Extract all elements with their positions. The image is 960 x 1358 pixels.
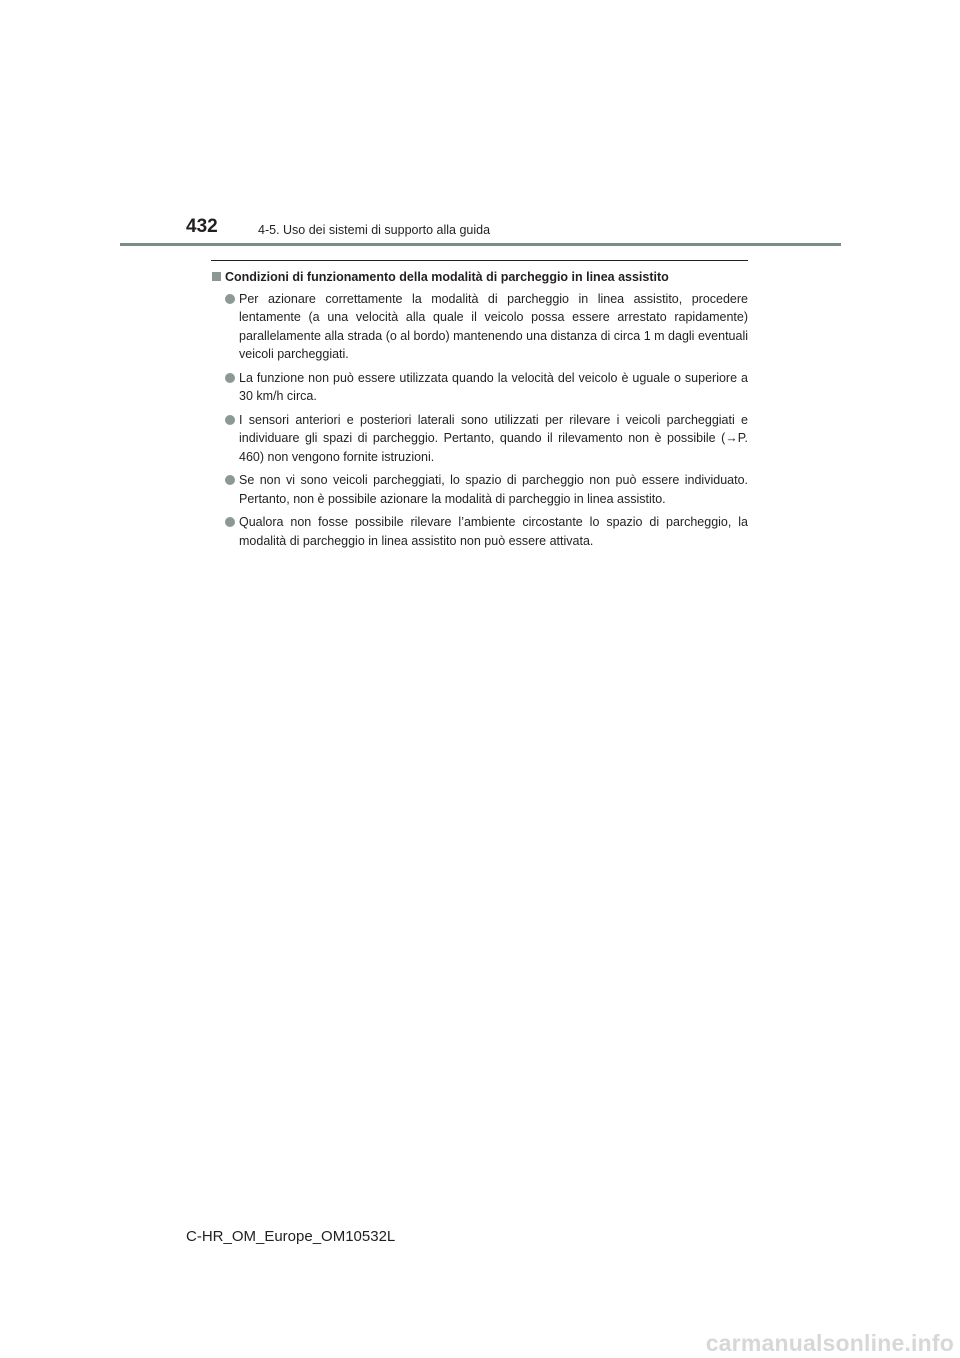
list-item-text: Qualora non fosse possibile rilevare l’ambiente circostante lo spazio di parcheggio, la modalità di parcheggio in linea assistito non può essere attivata.: [239, 515, 748, 548]
section-heading: [211, 268, 748, 287]
circle-bullet-icon: [225, 475, 235, 485]
header-rule: [120, 243, 841, 246]
list-item: [211, 290, 748, 364]
document-code: C-HR_OM_Europe_OM10532L: [186, 1228, 396, 1245]
list-item-text: I sensori anteriori e posteriori laterali sono utilizzati per rilevare i veicoli parcheggiati e individuare gli spazi di parcheggio. Pertanto, quando il rilevamento non è possibile (→P. 460) non vengono fornite istruzioni.: [239, 412, 748, 464]
list-item-text: Per azionare correttamente la modalità di parcheggio in linea assistito, procedere lentamente (a una velocità alla quale il veicolo possa essere arrestato rapidamente) parallelamente alla strada (o al bordo) mantenendo una distanza di circa 1 m dagli eventuali veicoli parcheggiati.: [239, 291, 748, 361]
list-item: [211, 411, 748, 467]
list-item-text: La funzione non può essere utilizzata quando la velocità del veicolo è uguale o superiore a 30 km/h circa.: [239, 370, 748, 403]
circle-bullet-icon: [225, 517, 235, 527]
circle-bullet-icon: [225, 373, 235, 383]
list-item: [211, 369, 748, 406]
content-rule: [211, 260, 748, 261]
circle-bullet-icon: [225, 294, 235, 304]
section-title: 4-5. Uso dei sistemi di supporto alla guida: [258, 223, 491, 237]
list-item: [211, 471, 748, 508]
watermark: carmanualsonline.info: [705, 1330, 954, 1356]
list-item: [211, 513, 748, 550]
section-heading-text: Condizioni di funzionamento della modalità di parcheggio in linea assistito: [225, 270, 669, 284]
circle-bullet-icon: [225, 415, 235, 425]
list-item-text: Se non vi sono veicoli parcheggiati, lo spazio di parcheggio non può essere individuato. Pertanto, non è possibile azionare la modalità di parcheggio in linea assistito.: [239, 473, 748, 506]
page-number: 432: [186, 216, 218, 237]
square-bullet-icon: [212, 272, 221, 281]
content-section: [211, 268, 748, 555]
